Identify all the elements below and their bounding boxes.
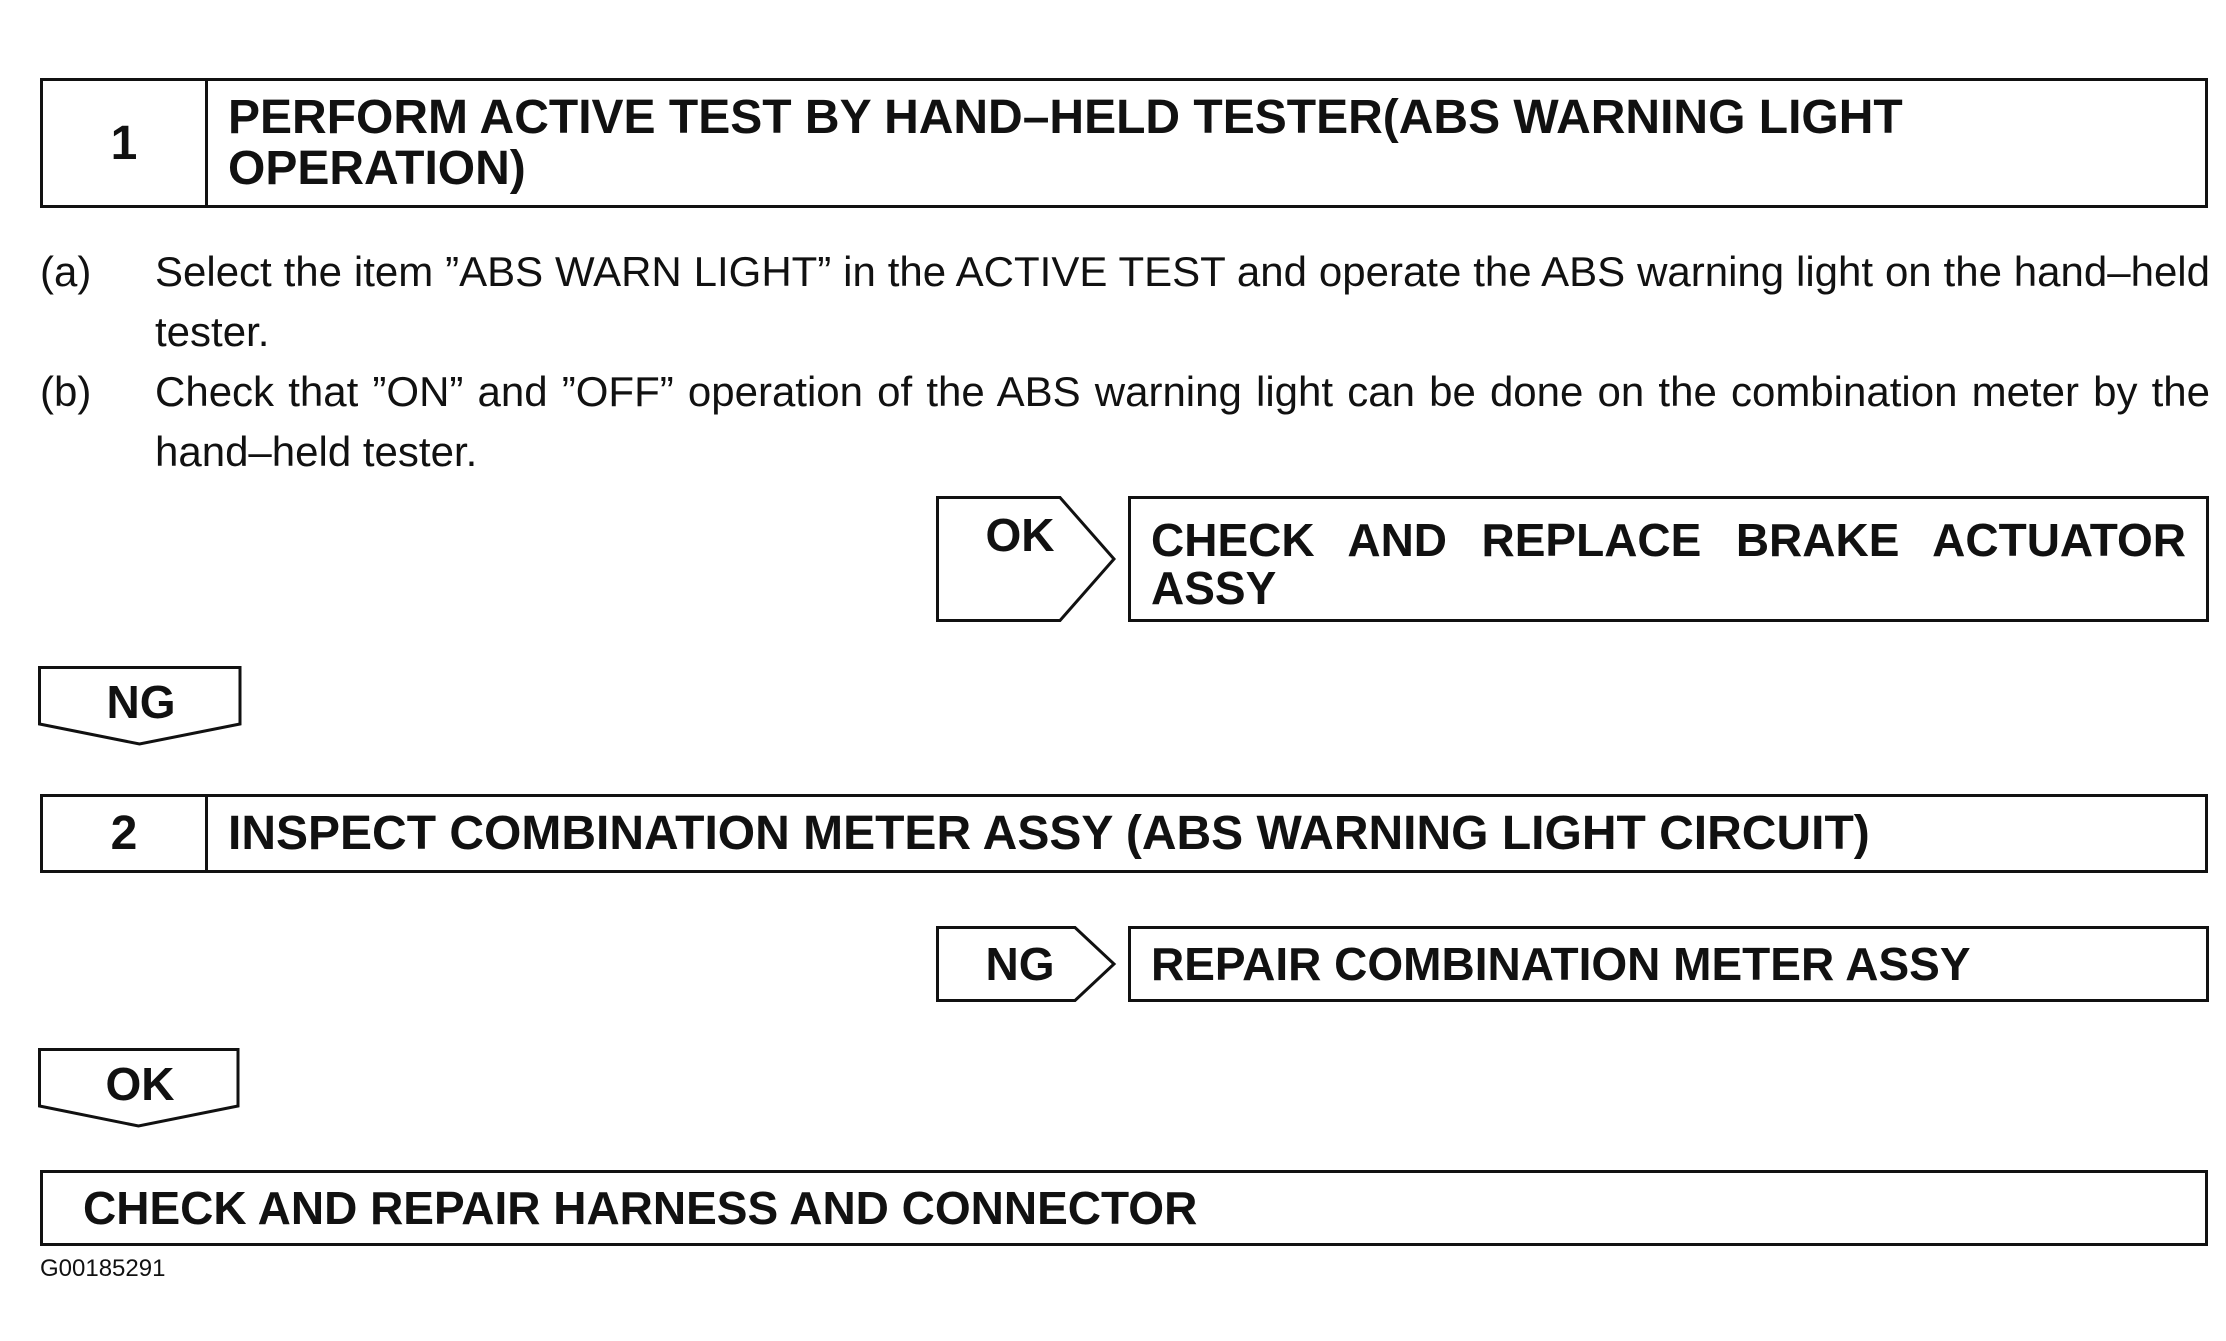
step-2-box [40,794,2208,873]
instruction-a [40,242,2210,362]
instruction-b-label: (b) [40,368,92,415]
step-2-ok-label: OK [105,1058,175,1110]
step-1-number: 1 [43,81,208,205]
step-1-ok-result-box [1128,496,2209,622]
step-1-box [40,78,2208,208]
step-2-ng-result-box [1128,926,2209,1002]
step-1-ok-label: OK [985,509,1055,561]
final-action-text: CHECK AND REPAIR HARNESS AND CONNECTOR [83,1182,1198,1234]
instruction-b [40,362,2210,482]
step-1-ok-result-text: CHECK AND REPLACE BRAKE ACTUATOR ASSY [1151,514,2186,614]
step-2-number: 2 [43,797,208,870]
instruction-b-text: Check that ”ON” and ”OFF” operation of the ABS warning light can be done on the combination meter by the hand–held tester. [155,368,2210,475]
step-2-ng-result-text: REPAIR COMBINATION METER ASSY [1151,938,1971,990]
figure-id: G00185291 [40,1255,166,1282]
step-1-title: PERFORM ACTIVE TEST BY HAND–HELD TESTER(ABS WARNING LIGHT OPERATION) [228,91,1903,195]
step-1-ng-label: NG [106,676,176,728]
final-action-box [40,1170,2208,1246]
step-2-title: INSPECT COMBINATION METER ASSY (ABS WARNING LIGHT CIRCUIT) [228,807,1870,860]
step-2-ng-label: NG [985,938,1055,990]
instruction-a-label: (a) [40,248,92,295]
instruction-a-text: Select the item ”ABS WARN LIGHT” in the ACTIVE TEST and operate the ABS warning light on the hand–held tester. [155,248,2210,355]
